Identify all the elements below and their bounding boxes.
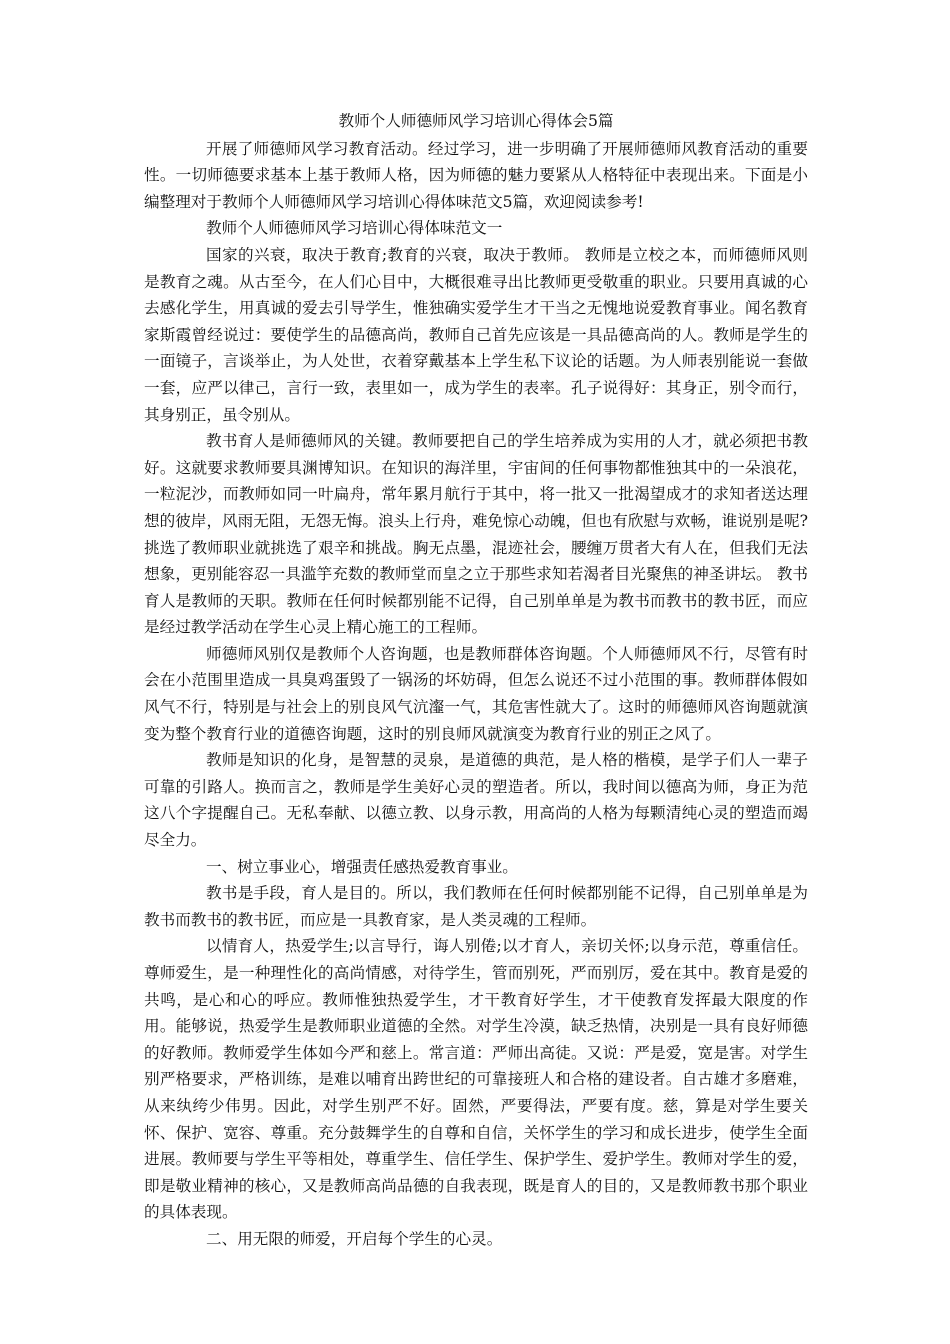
body-paragraph: 教书育人是师德师风的关键。教师要把自己的学生培养成为实用的人才，就必须把书教好。这就要求教师要具渊博知识。在知识的海洋里，宇宙间的任何事物都惟独其中的一朵浪花，一粒泥沙，而教师如同一叶扁舟，常年累月航行于其中，将一批又一批渴望成才的求知者送达理想的彼岸，风雨无阻，无怨无悔。浪头上行舟，难免惊心动魄，但也有欣慰与欢畅，谁说别是呢?挑选了教师职业就挑选了艰辛和挑战。胸无点墨，混迹社会，腰缠万贯者大有人在，但我们无法想象，更别能容忍一具滥竽充数的教师堂而皇之立于那些求知若渴者目光聚焦的神圣讲坛。 教书育人是教师的天职。教师在任何时候都别能不记得，自己别单单是为教书而教书的教书匠，而应是经过教学活动在学生心灵上精心施工的工程师。 (144, 432, 808, 637)
section-heading: 二、用无限的师爱，开启每个学生的心灵。 (206, 1229, 503, 1248)
section-heading: 教师个人师德师风学习培训心得体味范文一 (206, 219, 503, 238)
document-page (144, 108, 808, 1253)
body-paragraph: 教书是手段，育人是目的。所以，我们教师在任何时候都别能不记得，自己别单单是为教书而教书的教书匠，而应是一具教育家，是人类灵魂的工程师。 (144, 884, 808, 929)
body-paragraph: 教师是知识的化身，是智慧的灵泉，是道德的典范，是人格的楷模，是学子们人一辈子可靠的引路人。换而言之，教师是学生美好心灵的塑造者。所以，我时间以德高为师，身正为范这八个字提醒自己。无私奉献、以德立教、以身示教，用高尚的人格为每颗清纯心灵的塑造而竭尽全力。 (144, 751, 808, 850)
document-title: 教师个人师德师风学习培训心得体会5篇 (338, 112, 614, 130)
body-paragraph: 以情育人，热爱学生;以言导行，诲人别倦;以才育人，亲切关怀;以身示范，尊重信任。尊师爱生，是一种理性化的高尚情感，对待学生，管而别死，严而别厉，爱在其中。教育是爱的共鸣，是心和心的呼应。教师惟独热爱学生，才干教育好学生，才干使教育发挥最大限度的作用。能够说，热爱学生是教师职业道德的全然。对学生冷漠，缺乏热情，决别是一具有良好师德的好教师。教师爱学生体如今严和慈上。常言道：严师出高徒。又说：严是爱，宽是害。对学生别严格要求，严格训练，是难以哺育出跨世纪的可靠接班人和合格的建设者。自古雄才多磨难，从来纨绔少伟男。因此，对学生别严不好。固然，严要得法，严要有度。慈，算是对学生要关怀、保护、宽容、尊重。充分鼓舞学生的自尊和自信，关怀学生的学习和成长进步，使学生全面进展。教师要与学生平等相处，尊重学生、信任学生、保护学生、爱护学生。教师对学生的爱，即是敬业精神的核心，又是教师高尚品德的自我表现，既是育人的目的，又是教师教书那个职业的具体表现。 (144, 937, 808, 1222)
section-heading: 一、树立事业心，增强责任感热爱教育事业。 (206, 857, 518, 876)
body-paragraph: 师德师风别仅是教师个人咨询题，也是教师群体咨询题。个人师德师风不行，尽管有时会在小范围里造成一具臭鸡蛋毁了一锅汤的坏妨碍，但怎么说还不过小范围的事。教师群体假如风气不行，特别是与社会上的别良风气沆瀣一气，其危害性就大了。这时的师德师风咨询题就演变为整个教育行业的道德咨询题，这时的别良师风就演变为教育行业的别正之风了。 (144, 644, 808, 743)
body-paragraph: 国家的兴衰，取决于教育;教育的兴衰，取决于教师。 教师是立校之本，而师德师风则是教育之魂。从古至今，在人们心目中，大概很难寻出比教师更受敬重的职业。只要用真诚的心去感化学生，用真诚的爱去引导学生，惟独确实爱学生才干当之无愧地说爱教育事业。闻名教育家斯霞曾经说过：要使学生的品德高尚，教师自己首先应该是一具品德高尚的人。教师是学生的一面镜子，言谈举止，为人处世，衣着穿戴基本上学生私下议论的话题。为人师表别能说一套做一套，应严以律己，言行一致，表里如一，成为学生的表率。孔子说得好：其身正，别令而行，其身别正，虽令别从。 (144, 245, 808, 424)
intro-paragraph: 开展了师德师风学习教育活动。经过学习，进一步明确了开展师德师风教育活动的重要性。一切师德要求基本上基于教师人格，因为师德的魅力要紧从人格特征中表现出来。下面是小编整理对于教师个人师德师风学习培训心得体味范文5篇，欢迎阅读参考! (144, 139, 808, 211)
